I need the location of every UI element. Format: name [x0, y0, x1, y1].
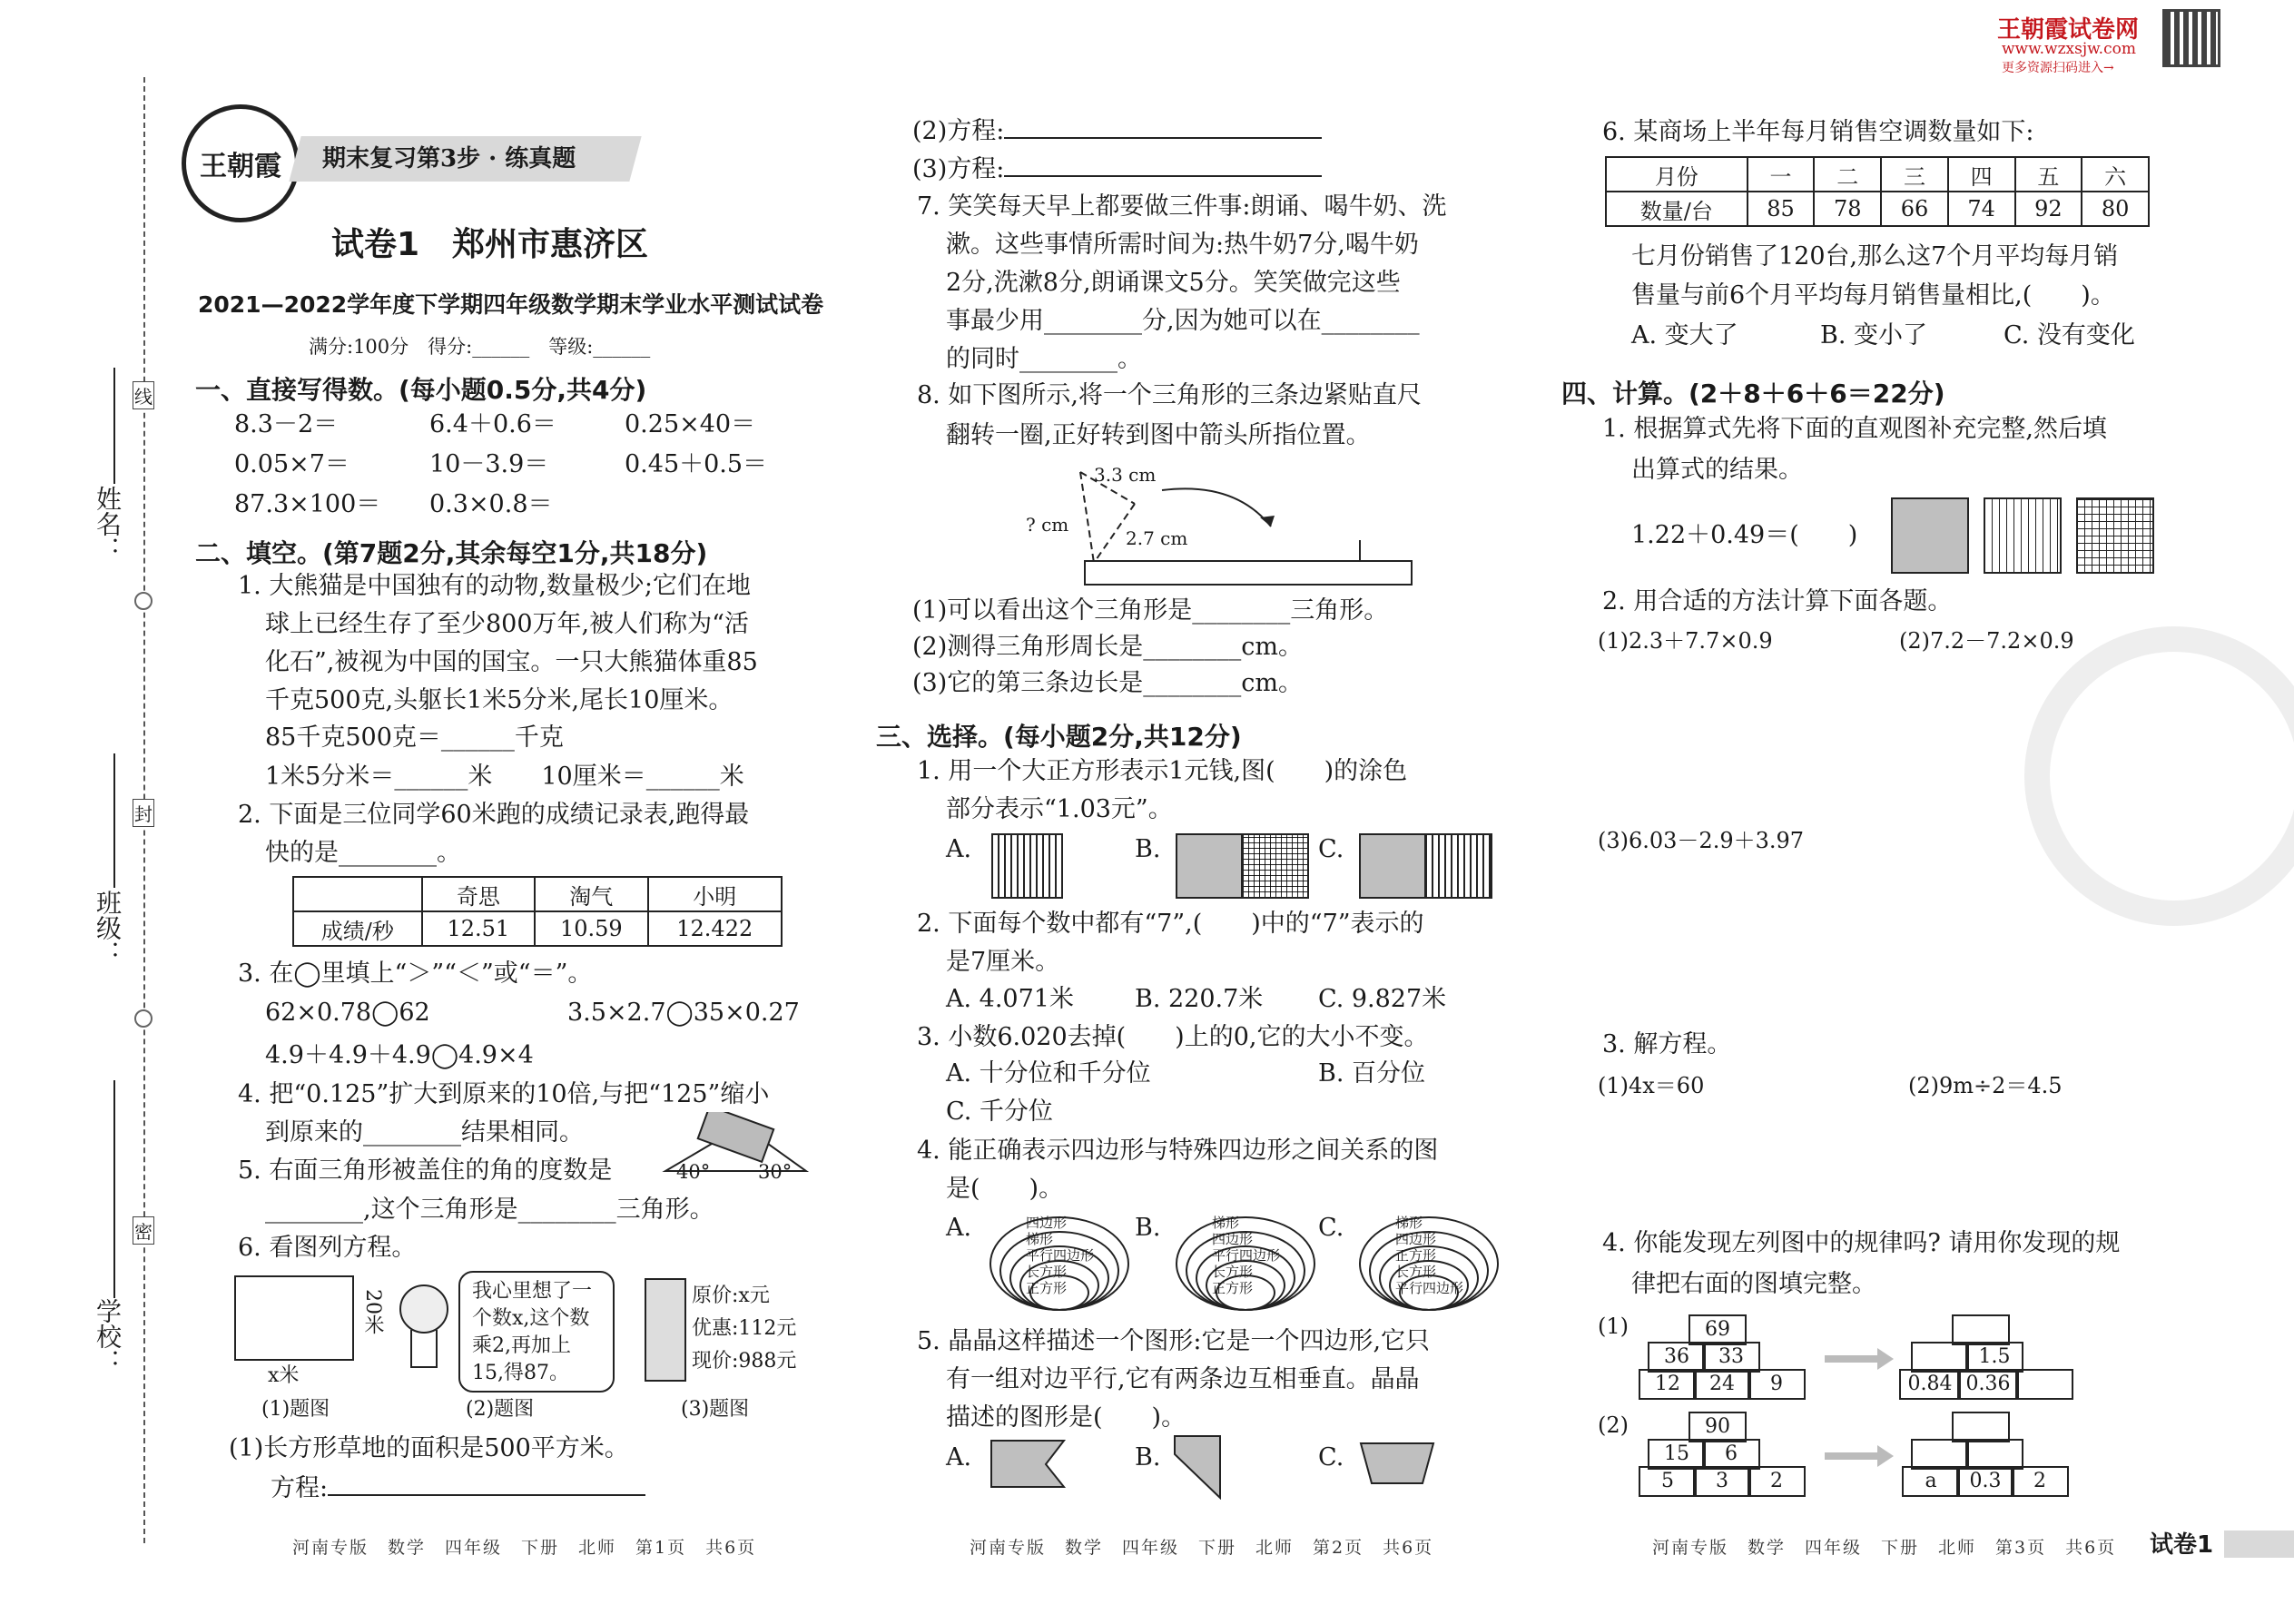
- k4-label-1: (1): [1598, 1314, 1629, 1339]
- c1-opt-a[interactable]: A.: [946, 835, 972, 863]
- q4-line-1: 4. 把“0.125”扩大到原来的10倍,与把“125”缩小: [238, 1080, 770, 1108]
- table-cell: 12.422: [648, 911, 782, 946]
- table-header-cell: 三: [1881, 157, 1948, 192]
- table-cell: 66: [1881, 192, 1948, 226]
- c5-opt-a[interactable]: A.: [946, 1443, 972, 1471]
- table-header-cell: 奇思: [422, 877, 535, 911]
- pyramid-cell: 69: [1689, 1314, 1747, 1345]
- q1-blank-b: 1米5分米＝______米 10厘米＝______米: [265, 763, 744, 791]
- q6-1-text: (1)长方形草地的面积是500平方米。: [229, 1434, 629, 1462]
- pyramid-cell: 33: [1702, 1342, 1760, 1373]
- arrow-right-icon: [1825, 1355, 1879, 1363]
- table-cell: 78: [1814, 192, 1881, 226]
- c1-grid-b2: [1242, 833, 1309, 899]
- table-header-cell: 一: [1748, 157, 1815, 192]
- c2-line-1: 2. 下面每个数中都有“7”,( )中的“7”表示的: [917, 910, 1424, 938]
- c5-shape-b: [1173, 1434, 1223, 1500]
- eq-label: 方程:: [271, 1474, 329, 1502]
- c6-line-1: 七月份销售了120台,那么这7个月平均每月销: [1631, 242, 2119, 271]
- bubble-line: 15,得87。: [472, 1362, 569, 1384]
- calc-item: 0.25×40＝: [625, 410, 756, 438]
- q6-length-label: x米: [268, 1364, 300, 1387]
- pyramid-cell: 9: [1748, 1369, 1806, 1400]
- table-cell: 92: [2015, 192, 2082, 226]
- table-cell: 成绩/秒: [293, 911, 422, 946]
- eq-blank[interactable]: [1004, 152, 1322, 177]
- score-line: 满分:100分 得分:______ 等级:______: [309, 336, 651, 358]
- q5-angle-a: 40°: [676, 1161, 711, 1183]
- c3-opt-b[interactable]: B. 百分位: [1318, 1059, 1426, 1088]
- site-url: www.wzxsjw.com: [2002, 40, 2136, 58]
- arrow-head-icon: [1877, 1445, 1894, 1467]
- q3-a: 62×0.78◯62: [265, 999, 430, 1027]
- c3-opt-a[interactable]: A. 十分位和千分位: [946, 1059, 1151, 1088]
- paper-title: 试卷1 郑州市惠济区: [331, 226, 649, 263]
- c1-grid-a: [991, 833, 1063, 899]
- logo-text: 王朝霞: [200, 151, 281, 182]
- q1-line: 球上已经生存了至少800万年,被人们称为“活: [265, 610, 749, 638]
- pyramid-cell: 6: [1702, 1439, 1760, 1470]
- pyramid-cell: 3: [1693, 1466, 1751, 1497]
- c5-opt-b[interactable]: B.: [1135, 1443, 1161, 1471]
- arrow-head: [1260, 516, 1275, 527]
- class-label: 班级：: [93, 890, 123, 966]
- c6-line-2: 售量与前6个月平均每月销售量相比,( )。: [1631, 281, 2115, 310]
- bubble-line: 乘2,再加上: [472, 1334, 571, 1357]
- c5-shape-c: [1359, 1442, 1436, 1485]
- k2-item-1: (1)2.3＋7.7×0.9: [1598, 628, 1773, 654]
- q8-b: (2)测得三角形周长是________cm。: [912, 633, 1303, 661]
- calc-item: 0.05×7＝: [234, 450, 350, 478]
- c3-opt-c[interactable]: C. 千分位: [946, 1097, 1053, 1126]
- pyramid-blank-cell[interactable]: [1965, 1439, 2023, 1470]
- q1-line: 化石”,被视为中国的国宝。一只大熊猫体重85: [265, 648, 758, 676]
- table-cell: 10.59: [535, 911, 647, 946]
- table-cell: 12.51: [422, 911, 535, 946]
- binding-hole-icon: [134, 592, 153, 610]
- venn-label: 平行四边形: [1026, 1247, 1095, 1264]
- arrow-right-icon: [1825, 1452, 1879, 1460]
- q8-label-a: 3.3 cm: [1094, 464, 1157, 486]
- q6-3-eq: [912, 152, 1322, 186]
- q8-label-c: 2.7 cm: [1126, 527, 1188, 549]
- venn-label: 梯形: [1212, 1215, 1240, 1231]
- q5-line-1: 5. 右面三角形被盖住的角的度数是: [238, 1156, 613, 1185]
- venn-label: 四边形: [1212, 1231, 1254, 1247]
- brand-logo: [182, 104, 300, 222]
- section-3-title: 三、选择。(每小题2分,共12分): [876, 722, 1242, 752]
- seal-line: 线: [133, 381, 154, 409]
- q8-c: (3)它的第三条边长是________cm。: [912, 669, 1303, 697]
- table-header-cell: 四: [1948, 157, 2015, 192]
- paper-tag-bar: [2224, 1530, 2294, 1558]
- k4-label-2: (2): [1598, 1412, 1629, 1438]
- c1-grid-c2: [1425, 833, 1492, 899]
- venn-label: 四边形: [1026, 1215, 1068, 1231]
- pyramid-cell: 0.36: [1957, 1369, 2019, 1400]
- c1-line-1: 1. 用一个大正方形表示1元钱,图( )的涂色: [917, 757, 1408, 785]
- section-2-title: 二、填空。(第7题2分,其余每空1分,共18分): [195, 538, 708, 568]
- c3-text: 3. 小数6.020去掉( )上的0,它的大小不变。: [917, 1023, 1429, 1051]
- triangle-side: [1080, 472, 1094, 563]
- q7-line: 事最少用________分,因为她可以在________: [946, 307, 1420, 335]
- venn-label: 梯形: [1026, 1231, 1054, 1247]
- c4-line-2: 是( )。: [946, 1175, 1064, 1203]
- table-header-cell: 月份: [1606, 157, 1748, 192]
- k2-item-3: (3)6.03－2.9＋3.97: [1598, 828, 1805, 853]
- q3-b: 3.5×2.7◯35×0.27: [567, 999, 800, 1027]
- q6-cap-2: (2)题图: [466, 1398, 535, 1421]
- venn-label: 平行四边形: [1395, 1280, 1464, 1296]
- site-tip: 更多资源扫码进入→: [2002, 61, 2114, 75]
- c6-opt-a[interactable]: A. 变大了: [1631, 321, 1738, 349]
- venn-label: 平行四边形: [1212, 1247, 1281, 1264]
- table-header-cell: 二: [1814, 157, 1881, 192]
- k1-grid-1: [1891, 497, 1969, 574]
- k1-line-1: 1. 根据算式先将下面的直观图补充完整,然后填: [1602, 415, 2107, 443]
- c4-opt-a[interactable]: A.: [946, 1214, 972, 1242]
- table-header-cell: 小明: [648, 877, 782, 911]
- q1-line: 1. 大熊猫是中国独有的动物,数量极少;它们在地: [238, 572, 752, 600]
- q6-cap-3: (3)题图: [681, 1398, 750, 1421]
- table-header-cell: [293, 877, 422, 911]
- c4-opt-c[interactable]: C.: [1318, 1214, 1344, 1242]
- footer-page-2: 河南专版 数学 四年级 下册 北师 第2页 共6页: [970, 1538, 1434, 1558]
- section-1-title: 一、直接写得数。(每小题0.5分,共4分): [195, 375, 647, 405]
- c5-line-1: 5. 晶晶这样描述一个图形:它是一个四边形,它只: [917, 1327, 1431, 1355]
- q6-field-rect: [234, 1275, 354, 1361]
- k4-line-2: 律把右面的图填完整。: [1631, 1270, 1876, 1298]
- c5-opt-c[interactable]: C.: [1318, 1443, 1344, 1471]
- pyramid-cell: 36: [1648, 1342, 1706, 1373]
- q8-line-2: 翻转一圈,正好转到图中箭头所指位置。: [946, 421, 1371, 449]
- table-cell: 74: [1948, 192, 2015, 226]
- c2-opt-a[interactable]: A. 4.071米: [946, 985, 1074, 1013]
- ribbon-text: 期末复习第3步 · 练真题: [322, 145, 576, 172]
- c2-opt-b[interactable]: B. 220.7米: [1135, 985, 1264, 1013]
- pyramid-cell: 12: [1639, 1369, 1697, 1400]
- seal-mi: 密: [133, 1216, 154, 1245]
- q6-width-label: 20米: [361, 1289, 384, 1334]
- table-cell: 85: [1748, 192, 1815, 226]
- section-4-title: 四、计算。(2＋8＋6＋6＝22分): [1561, 379, 1945, 408]
- venn-label: 梯形: [1395, 1215, 1423, 1231]
- eq-blank[interactable]: [328, 1471, 645, 1496]
- pyramid-cell: 15: [1648, 1439, 1706, 1470]
- q6-1-eq: [271, 1471, 645, 1505]
- calc-item: 0.3×0.8＝: [429, 490, 553, 518]
- venn-label: 四边形: [1395, 1231, 1437, 1247]
- rotate-arrow: [1162, 488, 1271, 527]
- venn-label: 长方形: [1395, 1264, 1437, 1280]
- k1-grid-2: [1984, 497, 2062, 574]
- pyramid-cell: 0.84: [1899, 1369, 1961, 1400]
- venn-label: 长方形: [1026, 1264, 1068, 1280]
- c5-line-3: 描述的图形是( )。: [946, 1403, 1186, 1432]
- pyramid-cell: a: [1902, 1466, 1960, 1497]
- c2-opt-c[interactable]: C. 9.827米: [1318, 985, 1447, 1013]
- q2-table: [292, 876, 783, 947]
- pyramid-blank-cell[interactable]: [1911, 1439, 1969, 1470]
- bubble-line: 个数x,这个数: [472, 1307, 590, 1330]
- eq-label: (3)方程:: [912, 155, 1005, 183]
- venn-label: 正方形: [1395, 1247, 1437, 1264]
- q7-line: 7. 笑笑每天早上都要做三件事:朗诵、喝牛奶、洗: [917, 192, 1447, 221]
- table-header-cell: 五: [2015, 157, 2082, 192]
- table-header-cell: 六: [2082, 157, 2149, 192]
- c5-line-2: 有一组对边平行,它有两条边互相垂直。晶晶: [946, 1365, 1420, 1393]
- q4-line-2: 到原来的________结果相同。: [265, 1118, 584, 1147]
- k3-item-2: (2)9m÷2＝4.5: [1908, 1073, 2063, 1098]
- q2-line-2: 快的是________。: [265, 839, 461, 867]
- boy-avatar: [399, 1284, 448, 1334]
- name-label: 姓名：: [93, 486, 123, 562]
- q6-cap-1: (1)题图: [261, 1398, 330, 1421]
- boy-body: [410, 1330, 438, 1368]
- q1-blank-a: 85千克500克＝______千克: [265, 723, 564, 752]
- c6-opt-c[interactable]: C. 没有变化: [2004, 321, 2135, 349]
- q7-line: 漱。这些事情所需时间为:热牛奶7分,喝牛奶: [946, 231, 1419, 259]
- table-cell: 80: [2082, 192, 2149, 226]
- c6-text: 6. 某商场上半年每月销售空调数量如下:: [1602, 118, 2034, 146]
- q7-line: 的同时________。: [946, 345, 1142, 373]
- c2-line-2: 是7厘米。: [946, 948, 1060, 976]
- price-line: 优惠:112元: [692, 1317, 797, 1340]
- school-underline: [113, 1080, 115, 1298]
- calc-item: 10－3.9＝: [429, 450, 549, 478]
- price-line: 原价:x元: [692, 1284, 770, 1307]
- q2-line-1: 2. 下面是三位同学60米跑的成绩记录表,跑得最: [238, 801, 750, 829]
- pyramid-cell: 2: [2011, 1466, 2069, 1497]
- ruler: [1085, 561, 1412, 585]
- pyramid-blank-cell[interactable]: [1911, 1342, 1969, 1373]
- q7-line: 2分,洗漱8分,朗诵课文5分。笑笑做完这些: [946, 269, 1401, 297]
- k2-text: 2. 用合适的方法计算下面各题。: [1602, 587, 1953, 615]
- eq-label: (2)方程:: [912, 117, 1005, 145]
- c1-grid-c1: [1359, 833, 1426, 899]
- k4-line-1: 4. 你能发现左列图中的规律吗? 请用你发现的规: [1602, 1229, 2121, 1257]
- k3-item-1: (1)4x＝60: [1598, 1073, 1705, 1098]
- c1-grid-b1: [1176, 833, 1243, 899]
- name-underline: [113, 368, 115, 484]
- q1-line: 千克500克,头躯长1米5分米,尾长10厘米。: [265, 686, 733, 714]
- c1-opt-c[interactable]: C.: [1318, 835, 1344, 863]
- k1-grid-3: [2076, 497, 2154, 574]
- school-label: 学校：: [93, 1298, 123, 1374]
- bubble-line: 我心里想了一: [472, 1280, 593, 1303]
- q6-text: 6. 看图列方程。: [238, 1234, 417, 1262]
- calc-item: 6.4＋0.6＝: [429, 410, 556, 438]
- c6-opt-b[interactable]: B. 变小了: [1820, 321, 1928, 349]
- pyramid-cell: 90: [1689, 1412, 1747, 1442]
- q5-angle-b: 30°: [758, 1161, 793, 1183]
- pyramid-blank-cell[interactable]: [1952, 1412, 2010, 1442]
- pyramid-blank-cell[interactable]: [2015, 1369, 2073, 1400]
- q8-ruler-figure: [1026, 454, 1425, 590]
- watermark-seal: [2024, 626, 2294, 926]
- binding-hole-icon: [134, 1009, 153, 1028]
- arrow-head-icon: [1877, 1348, 1894, 1370]
- q5-line-2: ________,这个三角形是________三角形。: [265, 1196, 714, 1224]
- c1-line-2: 部分表示“1.03元”。: [946, 795, 1173, 823]
- pyramid-blank-cell[interactable]: [1952, 1314, 2010, 1345]
- calc-item: 0.45＋0.5＝: [625, 450, 768, 478]
- table-cell: 数量/台: [1606, 192, 1748, 226]
- class-underline: [113, 753, 115, 888]
- calc-item: 87.3×100＝: [234, 490, 381, 518]
- eq-blank[interactable]: [1004, 113, 1322, 139]
- footer-page-3: 河南专版 数学 四年级 下册 北师 第3页 共6页: [1652, 1538, 2117, 1558]
- k1-expr: 1.22＋0.49＝( ): [1631, 521, 1858, 549]
- paper-subtitle: 2021—2022学年度下学期四年级数学期末学业水平测试试卷: [198, 291, 824, 318]
- price-line: 现价:988元: [692, 1350, 797, 1373]
- paper-tag: 试卷1: [2150, 1531, 2214, 1559]
- table-header-cell: 淘气: [535, 877, 647, 911]
- q8-label-b: ? cm: [1026, 514, 1069, 536]
- q3-text: 3. 在◯里填上“＞”“＜”或“＝”。: [238, 960, 593, 988]
- c5-shape-a: [989, 1439, 1067, 1489]
- pyramid-cell: 5: [1639, 1466, 1697, 1497]
- qr-code-icon: [2162, 9, 2220, 67]
- q6-2-eq: [912, 113, 1322, 148]
- venn-label: 正方形: [1212, 1280, 1254, 1296]
- pyramid-cell: 24: [1693, 1369, 1751, 1400]
- pyramid-cell: 1.5: [1965, 1342, 2023, 1373]
- q8-line-1: 8. 如下图所示,将一个三角形的三条边紧贴直尺: [917, 381, 1422, 409]
- pyramid-cell: 2: [1748, 1466, 1806, 1497]
- c4-line-1: 4. 能正确表示四边形与特殊四边形之间关系的图: [917, 1137, 1439, 1165]
- venn-label: 正方形: [1026, 1280, 1068, 1296]
- seal-feng: 封: [133, 799, 154, 827]
- cover-book: [698, 1112, 773, 1162]
- fridge-icon: [645, 1278, 686, 1382]
- site-name: 王朝霞试卷网: [1997, 16, 2140, 44]
- c4-opt-b[interactable]: B.: [1135, 1214, 1161, 1242]
- q8-a: (1)可以看出这个三角形是________三角形。: [912, 596, 1389, 625]
- pyramid-cell: 0.3: [1956, 1466, 2014, 1497]
- k2-item-2: (2)7.2－7.2×0.9: [1899, 628, 2074, 654]
- c6-table: [1605, 156, 2150, 227]
- calc-item: 8.3－2＝: [234, 410, 339, 438]
- k1-line-2: 出算式的结果。: [1631, 456, 1803, 484]
- footer-page-1: 河南专版 数学 四年级 下册 北师 第1页 共6页: [292, 1538, 757, 1558]
- c1-opt-b[interactable]: B.: [1135, 835, 1161, 863]
- venn-label: 长方形: [1212, 1264, 1254, 1280]
- q3-c: 4.9＋4.9＋4.9◯4.9×4: [265, 1041, 534, 1069]
- k3-text: 3. 解方程。: [1602, 1030, 1732, 1058]
